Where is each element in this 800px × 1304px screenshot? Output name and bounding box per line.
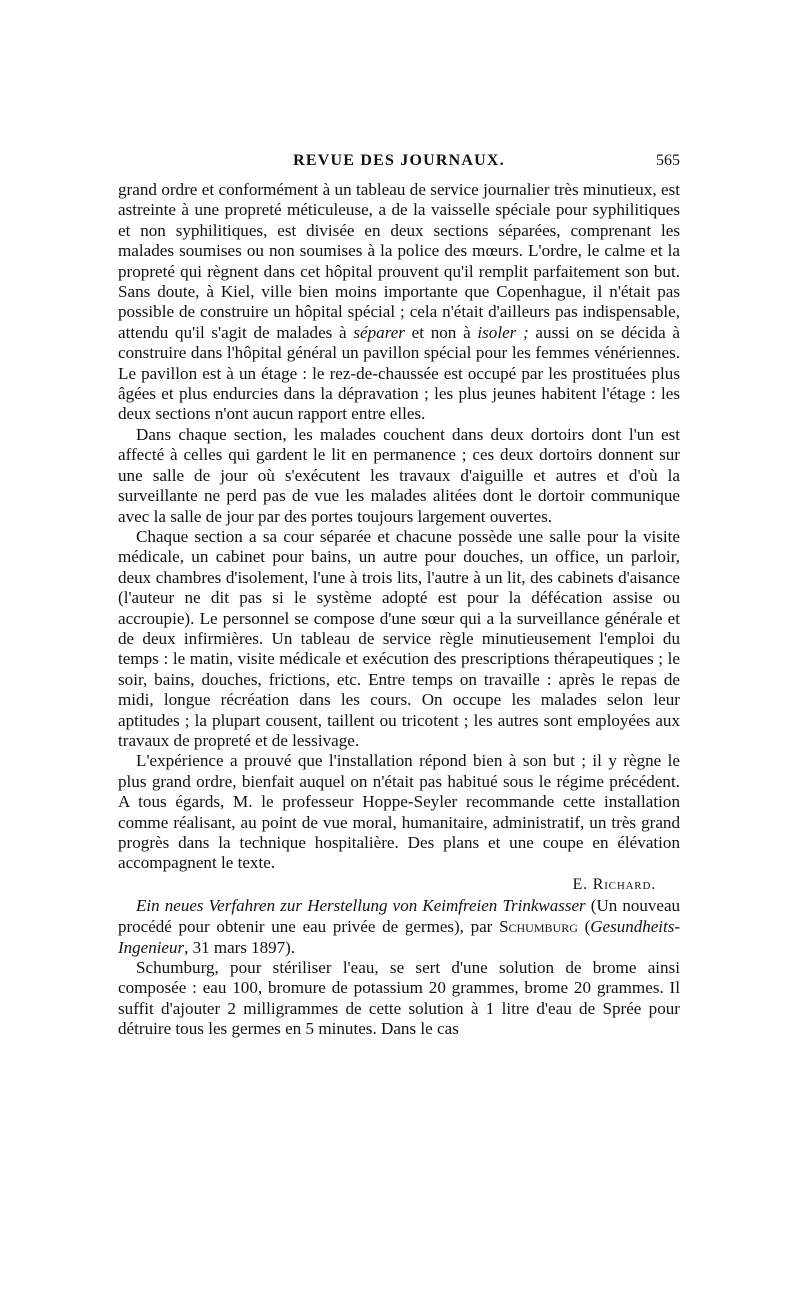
paragraph-sections: Chaque section a sa cour séparée et chacune possède une salle pour la visite médicale, un cabinet pour bains, un autre pour douches, un office, un parloir, deux chambres d'isolement, l'une à trois lits, l'autre à un lit, des cabinets d'aisance (l'auteur ne dit pas si le système adopté est pour la défécation assise ou accroupie). Le personnel se compose d'une sœur qui a la surveillance générale et de deux infirmières. Un tableau de service règle minutieusement l'emploi du temps : le matin, visite médicale et exécution des prescriptions thérapeutiques ; le soir, bains, douches, frictions, etc. Entre temps on travaille : après le repas de midi, longue récréation dans les cours. On occupe les malades selon leur aptitudes ; la plupart cousent, taillent ou tricotent ; les autres sont employées aux travaux de propreté et de lessivage. bbox=[118, 526, 680, 750]
running-header bbox=[118, 152, 680, 180]
page-number: 565 bbox=[656, 152, 680, 169]
citation-open: ( bbox=[577, 916, 591, 936]
journal-name: Gesundheits-Ingenieur bbox=[118, 916, 680, 957]
paragraph-dortoirs: Dans chaque section, les malades couchent dans deux dortoirs dont l'un est affecté à celles qui gardent le lit en permanence ; ces deux dortoirs donnent sur une salle de jour où s'exécutent les travaux d'aiguille et autres et d'où la surveillante ne perd pas de vue les malades alitées dont le dortoir communique avec la salle de jour par des portes toujours largement ouvertes. bbox=[118, 424, 680, 526]
article-title-block bbox=[118, 895, 680, 958]
paragraph-brome: Schumburg, pour stériliser l'eau, se sert d'une solution de brome ainsi composée : eau 100, bromure de potassium 20 grammes, brome 20 grammes. Il suffit d'ajouter 2 milligrammes de cette solution à 1 litre d'eau de Sprée pour détruire tous les germes en 5 minutes. Dans le cas bbox=[118, 957, 680, 1039]
article-hopital-body bbox=[118, 180, 680, 1039]
paragraph-text: grand ordre et conformément à un tableau de service journalier très minutieux, est astreinte à une propreté méticuleuse, a de la vaisselle spéciale pour syphilitiques et non syphilitiques, est divisée en deux sections séparées, comprenant les malades soumises ou non soumises à la police des mœurs. L'ordre, le calme et la propreté qui règnent dans cet hôpital prouvent qu'il remplit parfaitement son but. Sans doute, à Kiel, ville bien moins importante que Copenhague, il n'était pas possible de construire un hôpital spécial ; cela n'était d'ailleurs pas indispensable, attendu qu'il s'agit de malades à bbox=[118, 180, 680, 342]
journal-page bbox=[118, 152, 680, 1039]
citation-date: , 31 mars 1897). bbox=[184, 937, 296, 957]
article-title-german: Ein neues Verfahren zur Herstellung von Keimfreien Trinkwasser bbox=[136, 895, 586, 915]
paragraph-continued bbox=[118, 180, 680, 425]
article-author: Schumburg bbox=[499, 916, 578, 936]
author-signature: E. Richard. bbox=[572, 875, 656, 893]
paragraph-experience: L'expérience a prouvé que l'installation répond bien à son but ; il y règne le plus grand ordre, bienfait auquel on n'était pas habitué sous le régime précédent. A tous égards, M. le professeur Hoppe-Seyler recommande cette installation comme réalisant, au point de vue moral, humanitaire, administratif, un très grand progrès dans la technique hospitalière. Des plans et une coupe en élévation accompagnent le texte. bbox=[118, 751, 680, 873]
emphasis-separer: séparer bbox=[353, 322, 405, 342]
paragraph-text: aussi on se décida à construire dans l'hôpital général un pavillon spécial pour les femmes vénériennes. Le pavillon est à un étage : le rez-de-chaussée est occupé par les prostituées plus âgées et plus endurcies dans la dépravation ; les plus jeunes habitent l'étage : les deux sections n'ont aucun rapport entre elles. bbox=[118, 322, 680, 424]
emphasis-isoler: isoler ; bbox=[477, 322, 529, 342]
paragraph-text: et non à bbox=[404, 322, 478, 342]
running-title: REVUE DES JOURNAUX. bbox=[293, 152, 505, 169]
article-title-french: (Un nouveau procédé pour obtenir une eau privée de germes), par bbox=[118, 895, 681, 936]
